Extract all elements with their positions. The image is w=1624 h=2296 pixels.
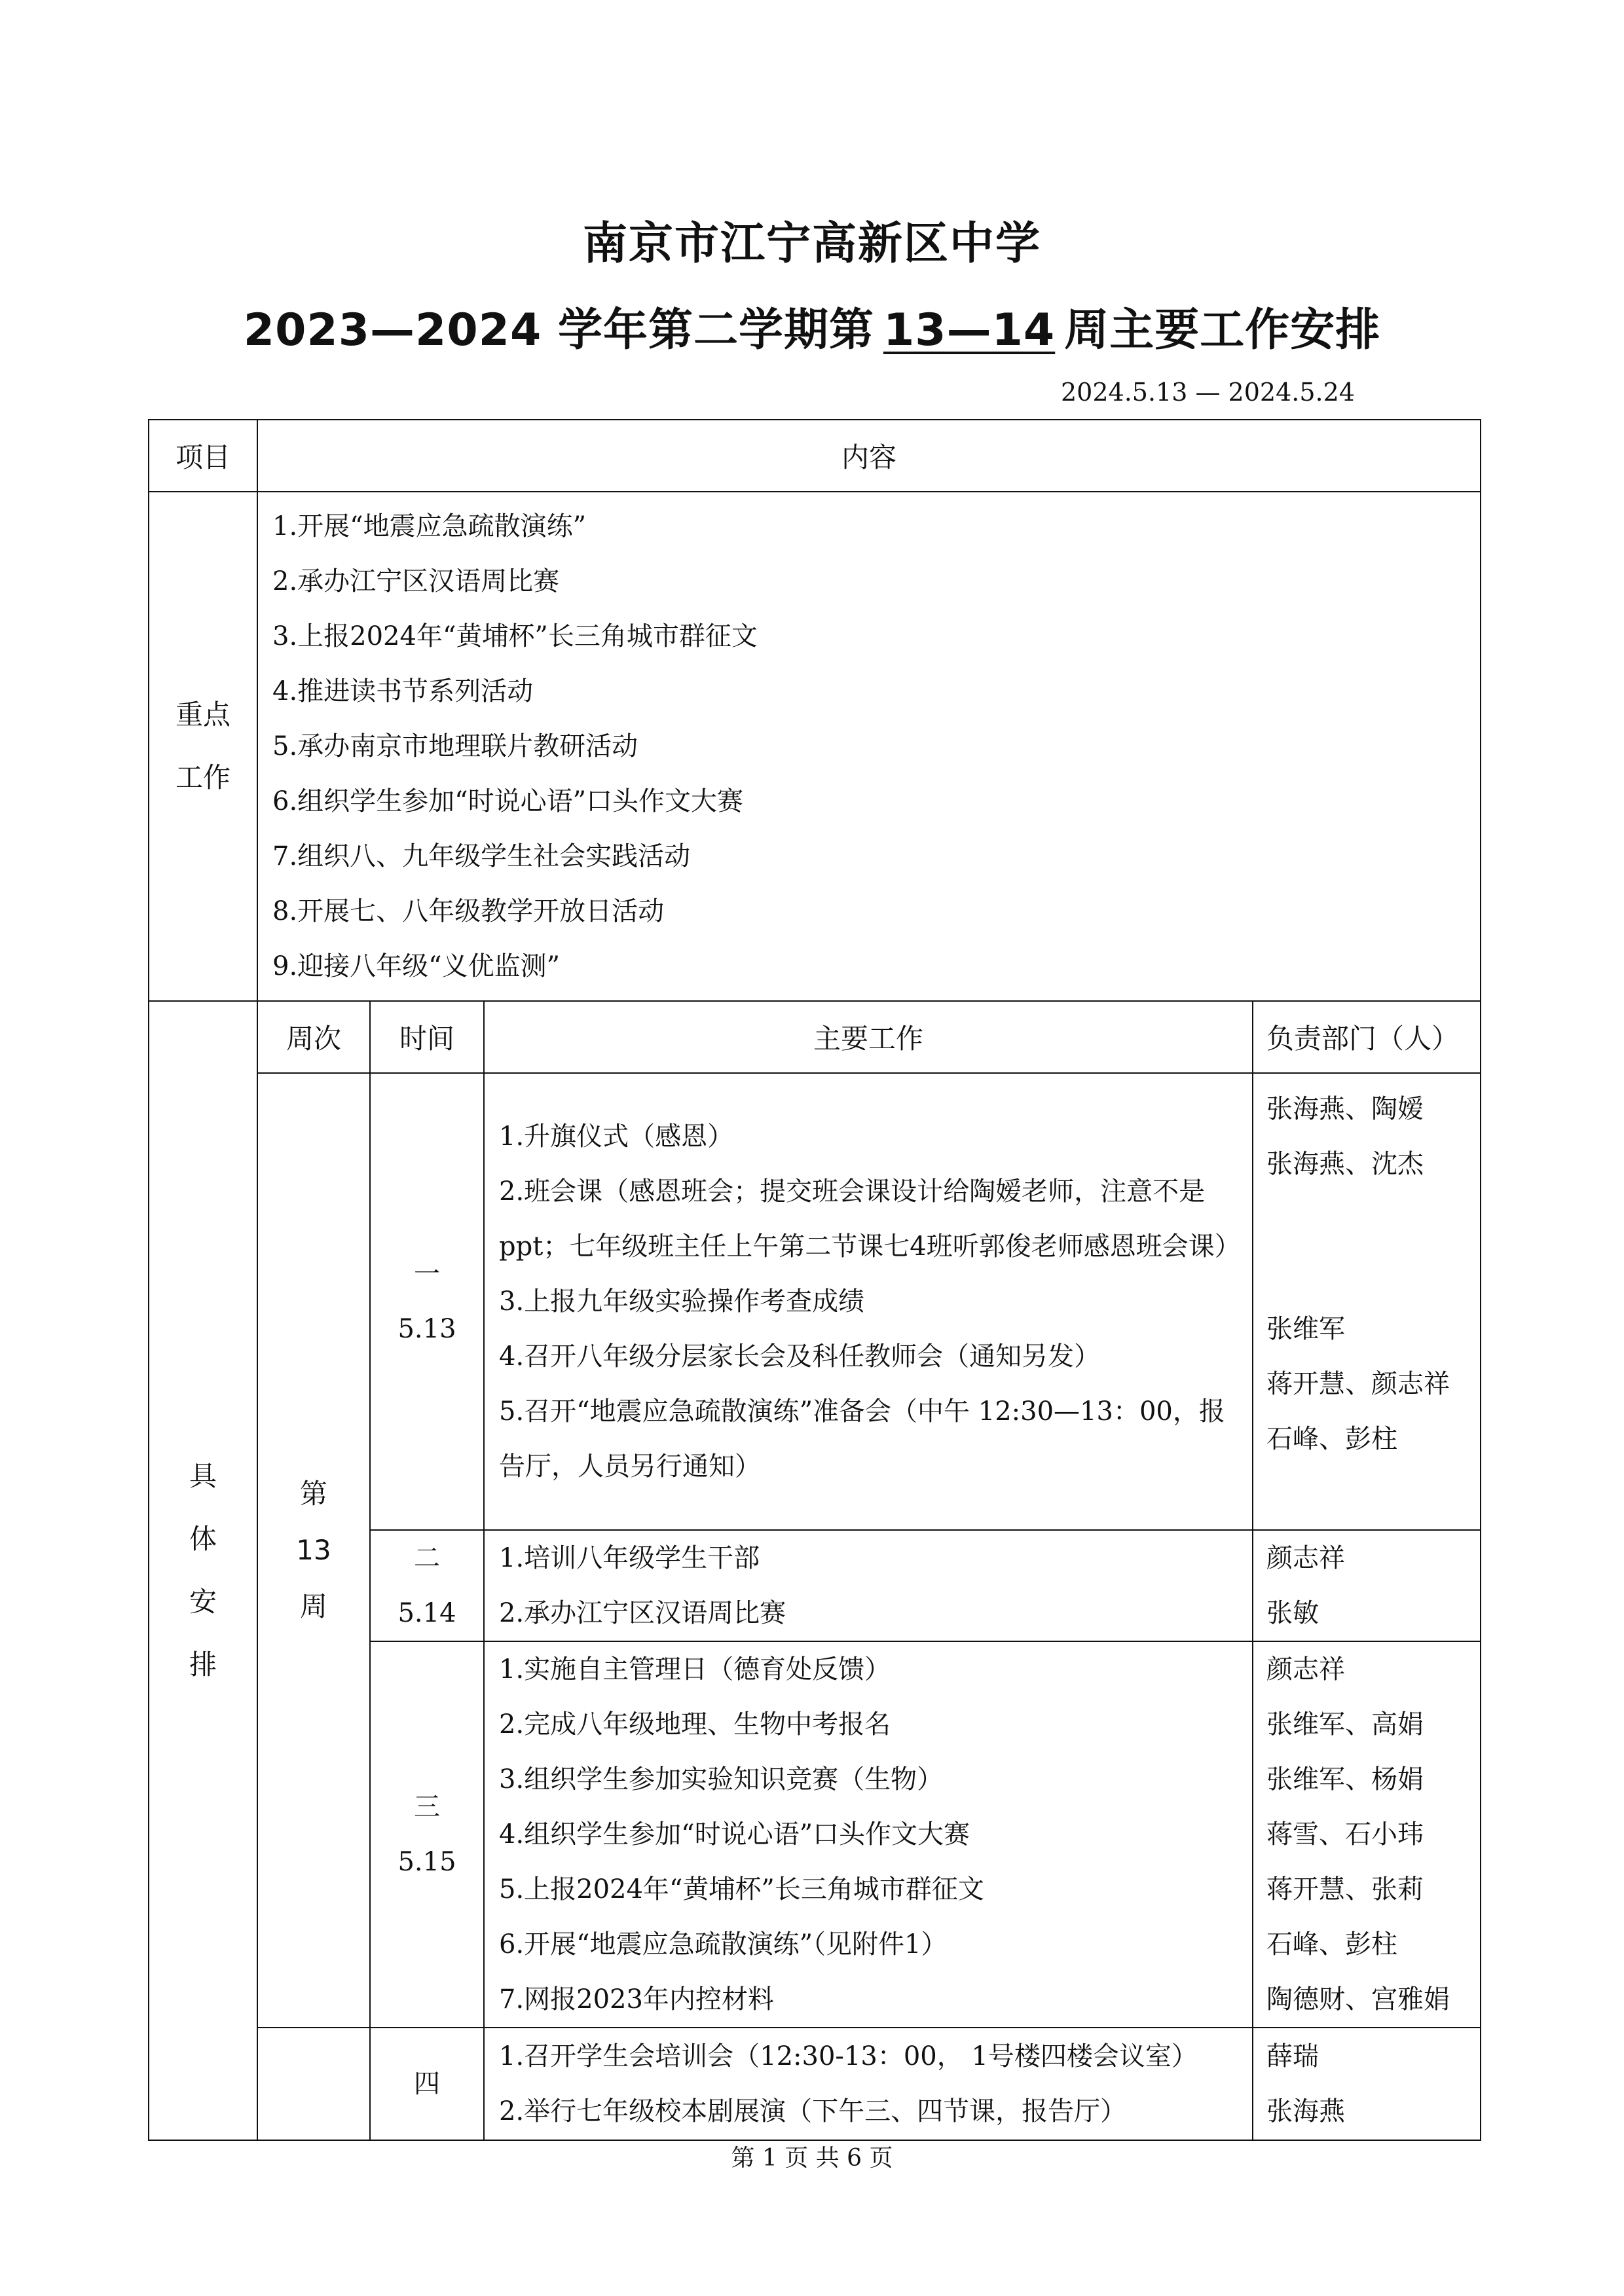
owner-list — [1253, 2028, 1481, 2140]
owner: 颜志祥 — [1266, 1654, 1345, 1685]
title-suffix: 周主要工作安排 — [1064, 304, 1381, 356]
header-owner: 负责部门（人） — [1253, 1001, 1481, 1073]
owner: 张海燕 — [1266, 2096, 1345, 2126]
header-main-work: 主要工作 — [484, 1001, 1253, 1073]
list-item: 5.上报2024年“黄埔杯”长三角城市群征文 — [499, 1874, 984, 1904]
work-items — [484, 1641, 1253, 2028]
week-range: 13—14 — [883, 304, 1056, 356]
key-work-list — [257, 492, 1481, 1001]
header-time: 时间 — [370, 1001, 484, 1073]
owner: 颜志祥 — [1266, 1543, 1345, 1573]
day-cell: 一 5.13 — [370, 1073, 484, 1530]
title-prefix: 2023—2024 学年第二学期第 — [243, 304, 874, 356]
owner: 石峰、彭柱 — [1266, 1929, 1397, 1959]
table-row — [149, 2028, 1481, 2140]
work-items — [484, 1530, 1253, 1641]
owner: 石峰、彭柱 — [1266, 1424, 1397, 1454]
work-items — [484, 2028, 1253, 2140]
list-item: 4.召开八年级分层家长会及科任教师会（通知另发） — [499, 1341, 1101, 1372]
page-number: 第 1 页 共 6 页 — [731, 2145, 893, 2172]
schedule-table — [148, 419, 1481, 2141]
table-row — [149, 1073, 1481, 1530]
owner: 薛瑞 — [1266, 2041, 1319, 2071]
day-cell: 三 5.15 — [370, 1641, 484, 2028]
owner: 张维军、杨娟 — [1266, 1764, 1424, 1795]
list-item: 2.承办江宁区汉语周比赛 — [499, 1598, 786, 1628]
list-item: 5.承办南京市地理联片教研活动 — [272, 731, 638, 761]
list-item: 1.召开学生会培训会（12:30-13：00， 1号楼四楼会议室） — [499, 2041, 1198, 2071]
owner: 蒋开慧、颜志祥 — [1266, 1369, 1450, 1399]
list-item: 2.班会课（感恩班会；提交班会课设计给陶嫒老师，注意不是ppt；七年级班主任上午第二节课七4班听郭俊老师感恩班会课） — [499, 1176, 1241, 1262]
list-item: 1.培训八年级学生干部 — [499, 1543, 760, 1573]
owner: 张维军、高娟 — [1266, 1709, 1424, 1740]
owner-list — [1253, 1073, 1481, 1530]
list-item: 8.开展七、八年级教学开放日活动 — [272, 896, 665, 926]
list-item: 5.召开“地震应急疏散演练”准备会（中午 12:30—13：00，报告厅，人员另行通知） — [499, 1396, 1225, 1482]
list-item: 4.组织学生参加“时说心语”口头作文大赛 — [499, 1819, 970, 1850]
owner: 张海燕、沈杰 — [1266, 1149, 1424, 1179]
owner — [1266, 1192, 1480, 1247]
list-item: 2.承办江宁区汉语周比赛 — [272, 566, 560, 596]
list-item: 1.开展“地震应急疏散演练” — [272, 511, 587, 541]
owner: 蒋开慧、张莉 — [1266, 1874, 1424, 1904]
work-items — [484, 1073, 1253, 1530]
list-item: 3.上报2024年“黄埔杯”长三角城市群征文 — [272, 621, 758, 651]
list-item: 1.升旗仪式（感恩） — [499, 1121, 734, 1152]
list-item: 7.网报2023年内控材料 — [499, 1984, 774, 2014]
list-item: 6.组织学生参加“时说心语”口头作文大赛 — [272, 786, 744, 816]
key-work-label: 重点 工作 — [149, 492, 257, 1001]
school-name: 南京市江宁高新区中学 — [582, 218, 1041, 270]
key-work-row — [149, 492, 1481, 1001]
list-item: 3.上报九年级实验操作考查成绩 — [499, 1286, 865, 1317]
table-header-row — [149, 420, 1481, 492]
week-label: 第 13 周 — [257, 1073, 370, 2028]
document-title — [0, 295, 1624, 358]
header-content: 内容 — [257, 420, 1481, 492]
detail-label: 具 体 安 排 — [149, 1001, 257, 2140]
day-cell: 二 5.14 — [370, 1530, 484, 1641]
header-week: 周次 — [257, 1001, 370, 1073]
list-item: 9.迎接八年级“义优监测” — [272, 951, 561, 981]
list-item: 3.组织学生参加实验知识竞赛（生物） — [499, 1764, 944, 1795]
list-item: 2.举行七年级校本剧展演（下午三、四节课，报告厅） — [499, 2096, 1127, 2126]
list-item: 7.组织八、九年级学生社会实践活动 — [272, 841, 691, 871]
owner: 蒋雪、石小玮 — [1266, 1819, 1424, 1850]
owner: 张维军 — [1266, 1314, 1345, 1344]
header-item: 项目 — [149, 420, 257, 492]
owner — [1266, 1467, 1480, 1522]
owner: 张敏 — [1266, 1598, 1319, 1628]
owner: 张海燕、陶嫒 — [1266, 1094, 1424, 1124]
list-item: 2.完成八年级地理、生物中考报名 — [499, 1709, 891, 1740]
owner-list — [1253, 1641, 1481, 2028]
date-range: 2024.5.13 — 2024.5.24 — [1061, 378, 1355, 407]
owner-list — [1253, 1530, 1481, 1641]
list-item: 6.开展“地震应急疏散演练”（见附件1） — [499, 1929, 948, 1959]
day-cell: 四 — [370, 2028, 484, 2140]
list-item: 4.推进读书节系列活动 — [272, 676, 534, 706]
week-label-empty — [257, 2028, 370, 2140]
owner — [1266, 1247, 1480, 1302]
detail-header-row — [149, 1001, 1481, 1073]
owner: 陶德财、宫雅娟 — [1266, 1984, 1450, 2014]
list-item: 1.实施自主管理日（德育处反馈） — [499, 1654, 891, 1685]
